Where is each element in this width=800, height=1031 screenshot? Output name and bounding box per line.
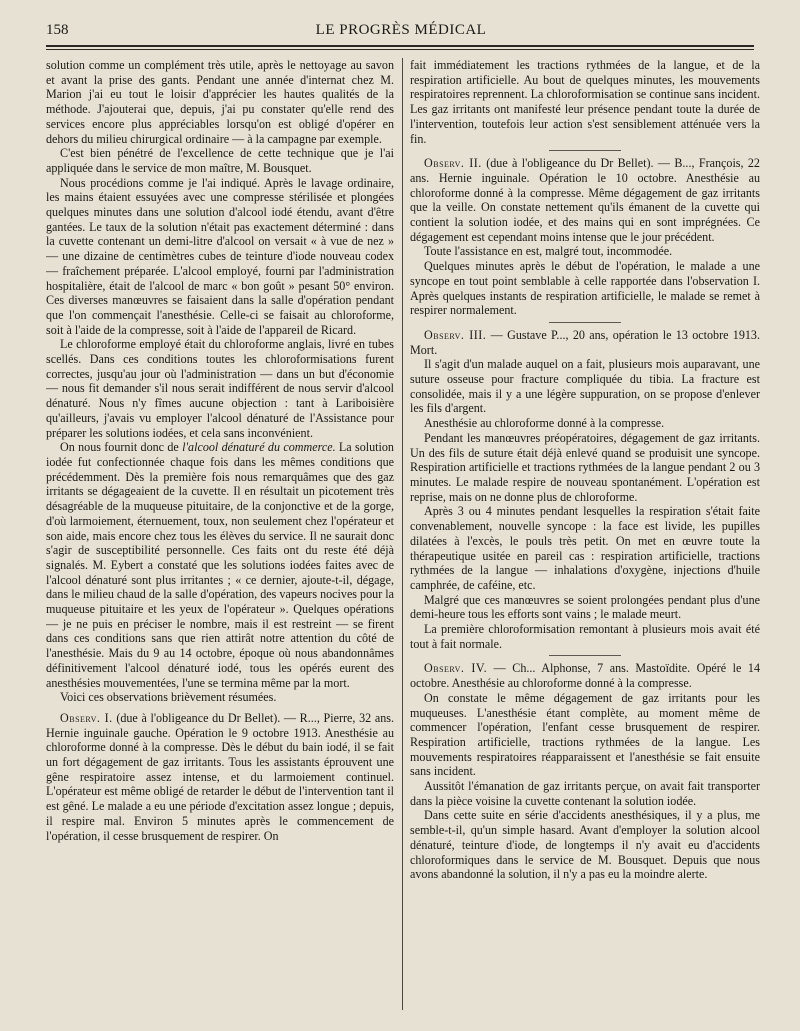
paragraph: solution comme un complément très utile, après le nettoyage au savon et avant la prise des gants. Pendant une année d'internat chez M. Marion j'ai eu tout le loisir d'apprécier les hautes qualités de la méthode. J'ajouterai que, depuis, j'ai pu constater qu'elle rend des services encore plus appréciables lorsqu'on est obligé d'opérer en dehors du milieu chirurgical ordinaire — à la campagne par exemple.	[46, 58, 394, 146]
observation-label: Observ. IV.	[424, 661, 488, 676]
running-title: LE PROGRÈS MÉDICAL	[315, 22, 487, 38]
paragraph: fait immédiatement les tractions rythmées de la langue, et de la respiration artificielle. Au bout de quelques minutes, les mouvements respiratoires reprennent. La chloroformisation se continue sans incident. Les gaz irritants ont manifesté leur présence pendant toute la durée de l'intervention, toutefois leur action s'est sensiblement atténuée vers la fin.	[410, 58, 760, 146]
observation-text: (due à l'obligeance du Dr Bellet). — B..., François, 22 ans. Hernie inguinale. Opération le 10 octobre. Anesthésie au chloroforme donné à la compresse. Même dégagement de gaz irritants que la veille. On constate nettement qu'ils émanent de la cuvette qui contient la solution iodée, et des mains qui en sont imprégnées. Ce dégagement est cependant moins intense que le jour précédent.	[410, 156, 760, 244]
observation-4	[410, 661, 760, 690]
observation-label: Observ. I.	[60, 710, 113, 725]
paragraph	[46, 440, 394, 690]
column-divider	[402, 58, 403, 1010]
paragraph: Malgré que ces manœuvres se soient prolongées pendant plus d'une demi-heure tous les efforts sont vains ; le malade meurt.	[410, 592, 760, 622]
right-column	[410, 58, 760, 1020]
paragraph: Pendant les manœuvres préopératoires, dégagement de gaz irritants. Un des fils de suture était déjà enlevé quand se produisit une syncope. Respiration artificielle et tractions rythmées de la langue pendant 2 ou 3 minutes. Le malade respire de nouveau spontanément. L'opération est reprise, mais on ne donne plus de chloroforme.	[410, 430, 760, 504]
section-separator	[549, 655, 621, 656]
observation-text: — Gustave P..., 20 ans, opération le 13 octobre 1913. Mort.	[410, 327, 760, 357]
header-rule-thin	[46, 49, 754, 50]
left-column	[46, 58, 394, 1020]
observation-label: Observ. III.	[424, 327, 487, 342]
page-number: 158	[46, 22, 69, 38]
section-separator	[549, 322, 621, 323]
section-separator	[549, 150, 621, 151]
paragraph: Le chloroforme employé était du chloroforme anglais, livré en tubes scellés. Dans ces conditions toutes les chloroformisations furent correctes, jusqu'au jour où l'administration — dans un but d'économie — nous fit demander s'il nous serait indifférent de nous servir d'alcool dénaturé. Nous n'y fîmes aucune objection : tant à Lariboisière qu'ailleurs, j'avais vu employer l'alcool dénaturé de l'Assistance pour préparer les solutions iodées, et cela sans inconvénient.	[46, 337, 394, 440]
paragraph: Quelques minutes après le début de l'opération, le malade a une syncope en tout point semblable à celle rapportée dans l'observation I. Après quelques instants de respiration artificielle, le malade se remet à respirer normalement.	[410, 259, 760, 318]
paragraph: Anesthésie au chloroforme donné à la compresse.	[424, 416, 665, 431]
paragraph: On constate le même dégagement de gaz irritants pour les muqueuses. L'anesthésie étant complète, au moment même de commencer l'opération, l'enfant cesse brusquement de respirer. Respiration artificielle, tractions rythmées de la langue. Les mouvements respiratoires réapparaissent et l'anesthésie se fait ensuite sans incident.	[410, 690, 760, 779]
header-rule	[46, 45, 754, 47]
text-run: La solution iodée fut confectionnée chaque fois dans les mêmes conditions que précédemment. Dès la première fois nous remarquâmes que des gaz irritants se dégageaient de la cuvette. Il en résultait un picotement très désagréable de la muqueuse pituitaire, de la conjonctive et de la gorge, d'où larmoiement, éternuement, toux, non seulement chez l'opérateur et son aide, mais encore chez tous les élèves du service. Il ne saurait donc s'agir de susceptibilité personnelle. Ces faits ont du reste été déjà signalés. M. Eybert a constaté que les solutions iodées faites avec de l'alcool dénaturé sont plus irritantes ; « ce dernier, ajoute-t-il, dégage, dans le milieu chaud de la salle d'opération, des vapeurs nocives pour la muqueuse pituitaire et les yeux de l'opérateur ». Quelques opérations — je ne puis en préciser le nombre, mais il est restreint — se firent dans ces conditions sans que rien attirât notre attention du côté de l'anesthésie. Mais du 9 au 14 octobre, époque où nous abandonnâmes définitivement l'alcool dénaturé iodé, tous les opérés eurent des anesthésies mouvementées, l'une se termina même par la mort.	[46, 440, 394, 690]
italic-phrase: l'alcool dénaturé du commerce.	[182, 440, 336, 455]
text-run: On nous fournit donc de	[60, 440, 183, 455]
observation-text: — Ch... Alphonse, 7 ans. Mastoïdite. Opéré le 14 octobre. Anesthésie au chloroforme donné à la compresse.	[410, 661, 760, 691]
paragraph: Toute l'assistance en est, malgré tout, incommodée.	[424, 244, 673, 259]
paragraph: Nous procédions comme je l'ai indiqué. Après le lavage ordinaire, les mains étaient essuyées avec une compresse stérilisée et plongées quelques minutes dans une solution d'alcool iodé étendu, avant d'être gantées. Le taux de la solution n'était pas exactement déterminé : dans la cuvette contenant un demi-litre d'alcool on versait « à vue de nez » — une dizaine de centimètres cubes de teinture d'iode nouveau codex — fraîchement préparée. L'alcool employé, fourni par l'administration hospitalière, était de l'alcool de marc « bon goût » pesant 50° environ. Ces diverses manœuvres se faisaient dans la salle d'opération pendant que l'on commençait l'anesthésie. Celle-ci se faisait au chloroforme, soit à l'aide de la compresse, soit à l'aide de l'appareil de Ricard.	[46, 175, 394, 337]
paragraph: Voici ces observations brièvement résumées.	[60, 690, 277, 705]
paragraph: Dans cette suite en série d'accidents anesthésiques, il y a plus, me semble-t-il, qu'un simple hasard. Avant d'employer la solution alcool dénaturé, teinture d'iode, de longtemps il n'y avait eu d'accidents chloroformiques dans le service de M. Bousquet. Depuis que nous avons abandonné la solution, il n'y a pas eu la moindre alerte.	[410, 808, 760, 882]
observation-text: (due à l'obligeance du Dr Bellet). — R..., Pierre, 32 ans. Hernie inguinale gauche. Opération le 9 octobre 1913. Anesthésie au chloroforme donné à la compresse. Dès le début du bain iodé, il se fait un fort dégagement de gaz irritants. Tous les assistants éprouvent une gêne respiratoire assez intense, et du larmoiement continuel. L'opérateur est même obligé de retarder le début de l'intervention tant il est gêné. Le malade a eu une période d'excitation assez longue ; depuis, il respire mal. Environ 5 minutes après le commencement de l'opération, il cesse brusquement de respirer. On	[46, 710, 394, 843]
observation-label: Observ. II.	[424, 156, 482, 171]
observation-1	[46, 711, 394, 843]
observation-2	[410, 156, 760, 244]
paragraph: Après 3 ou 4 minutes pendant lesquelles la respiration s'était faite convenablement, nouvelle syncope : la face est livide, les pupilles dilatées à l'excès, le pouls très petit. On met en œuvre toute la thérapeutique usitée en pareil cas : respiration artificielle, tractions rythmées de la langue — inhalations d'oxygène, injections d'huile camphrée, de caféine, etc.	[410, 504, 760, 592]
paragraph: Aussitôt l'émanation de gaz irritants perçue, on avait fait transporter dans la pièce voisine la cuvette contenant la solution iodée.	[410, 779, 760, 808]
paragraph: La première chloroformisation remontant à plusieurs mois avait été tout à fait normale.	[410, 622, 760, 651]
paragraph: Il s'agit d'un malade auquel on a fait, plusieurs mois auparavant, une suture osseuse pour fracture compliquée du tibia. La fracture est consolidée, mais il y a une légère suppuration, on se propose d'enlever les fils d'argent.	[410, 357, 760, 416]
observation-3	[410, 328, 760, 357]
page-header	[46, 22, 756, 44]
paragraph: C'est bien pénétré de l'excellence de cette technique que je l'ai appliquée dans le service de mon maître, M. Bousquet.	[46, 146, 394, 175]
